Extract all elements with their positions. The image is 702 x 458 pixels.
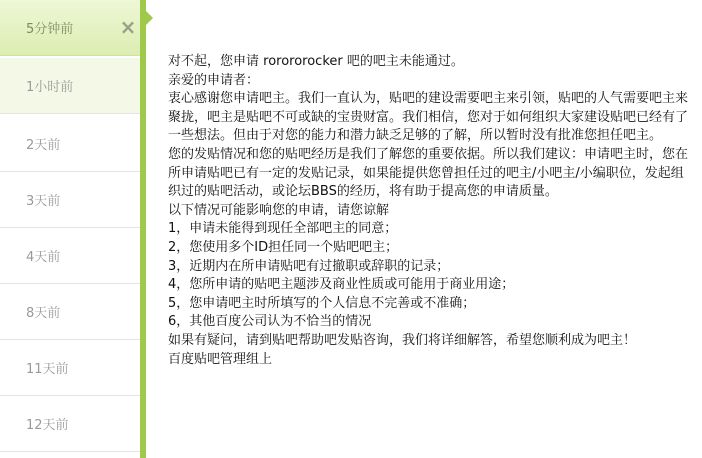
message-item-4[interactable] bbox=[0, 172, 140, 228]
message-body bbox=[168, 53, 694, 369]
message-item-6[interactable] bbox=[0, 284, 140, 340]
active-pointer bbox=[143, 8, 153, 28]
message-item-time: 5分钟前 bbox=[26, 22, 74, 37]
message-item-2[interactable] bbox=[0, 58, 140, 114]
reason-item: 4，您所申请的贴吧主题涉及商业性质或可能用于商业用途； bbox=[168, 277, 515, 293]
reason-item: 6，其他百度公司认为不恰当的情况 bbox=[168, 314, 372, 330]
reason-item: 2，您使用多个ID担任同一个贴吧吧主； bbox=[168, 239, 399, 255]
message-greeting: 亲爱的申请者： bbox=[168, 72, 260, 88]
message-item-time: 1小时前 bbox=[26, 80, 74, 95]
message-item-time: 11天前 bbox=[26, 362, 69, 377]
message-item-time: 4天前 bbox=[26, 250, 61, 265]
message-item-8[interactable] bbox=[0, 396, 140, 452]
reason-item: 1，申请未能得到现任全部吧主的同意； bbox=[168, 221, 398, 237]
message-item-time: 3天前 bbox=[26, 194, 61, 209]
message-paragraph: 您的发贴情况和您的贴吧经历是我们了解您的重要依据。所以我们建议：申请吧主时，您在所申请贴吧已有一定的发贴记录，如果能提供您曾担任过的吧主/小吧主/小编职位，发起组织过的贴吧活动，或论坛BBS的经历，将有助于提高您的申请质量。 bbox=[168, 146, 689, 200]
message-title: 对不起，您申请 rorororocker 吧的吧主未能通过。 bbox=[168, 54, 464, 69]
message-item-time: 2天前 bbox=[26, 138, 61, 153]
message-paragraph: 衷心感谢您申请吧主。我们一直认为，贴吧的建设需要吧主来引领，贴吧的人气需要吧主来聚拢，吧主是贴吧不可或缺的宝贵财富。我们相信，您对于如何组织大家建设贴吧已经有了一些想法。但由于对您的能力和潜力缺乏足够的了解，所以暂时没有批准您担任吧主。 bbox=[168, 91, 689, 144]
message-list-sidebar bbox=[0, 0, 143, 458]
message-item-time: 8天前 bbox=[26, 306, 61, 321]
message-item-5[interactable] bbox=[0, 228, 140, 284]
message-closing: 如果有疑问，请到贴吧帮助吧发贴咨询，我们将详细解答，希望您顺利成为吧主！ bbox=[168, 332, 637, 348]
reasons-intro: 以下情况可能影响您的申请，请您谅解 bbox=[168, 202, 390, 218]
close-icon[interactable]: × bbox=[119, 15, 137, 39]
reason-item: 3，近期内在所申请贴吧有过撤职或辞职的记录； bbox=[168, 258, 450, 274]
message-item-7[interactable] bbox=[0, 340, 140, 396]
message-item-3[interactable] bbox=[0, 116, 140, 172]
divider-bar bbox=[140, 0, 146, 458]
message-item-time: 12天前 bbox=[26, 418, 69, 433]
message-signature: 百度贴吧管理组上 bbox=[168, 351, 273, 367]
reason-item: 5，您申请吧主时所填写的个人信息不完善或不准确； bbox=[168, 295, 476, 311]
